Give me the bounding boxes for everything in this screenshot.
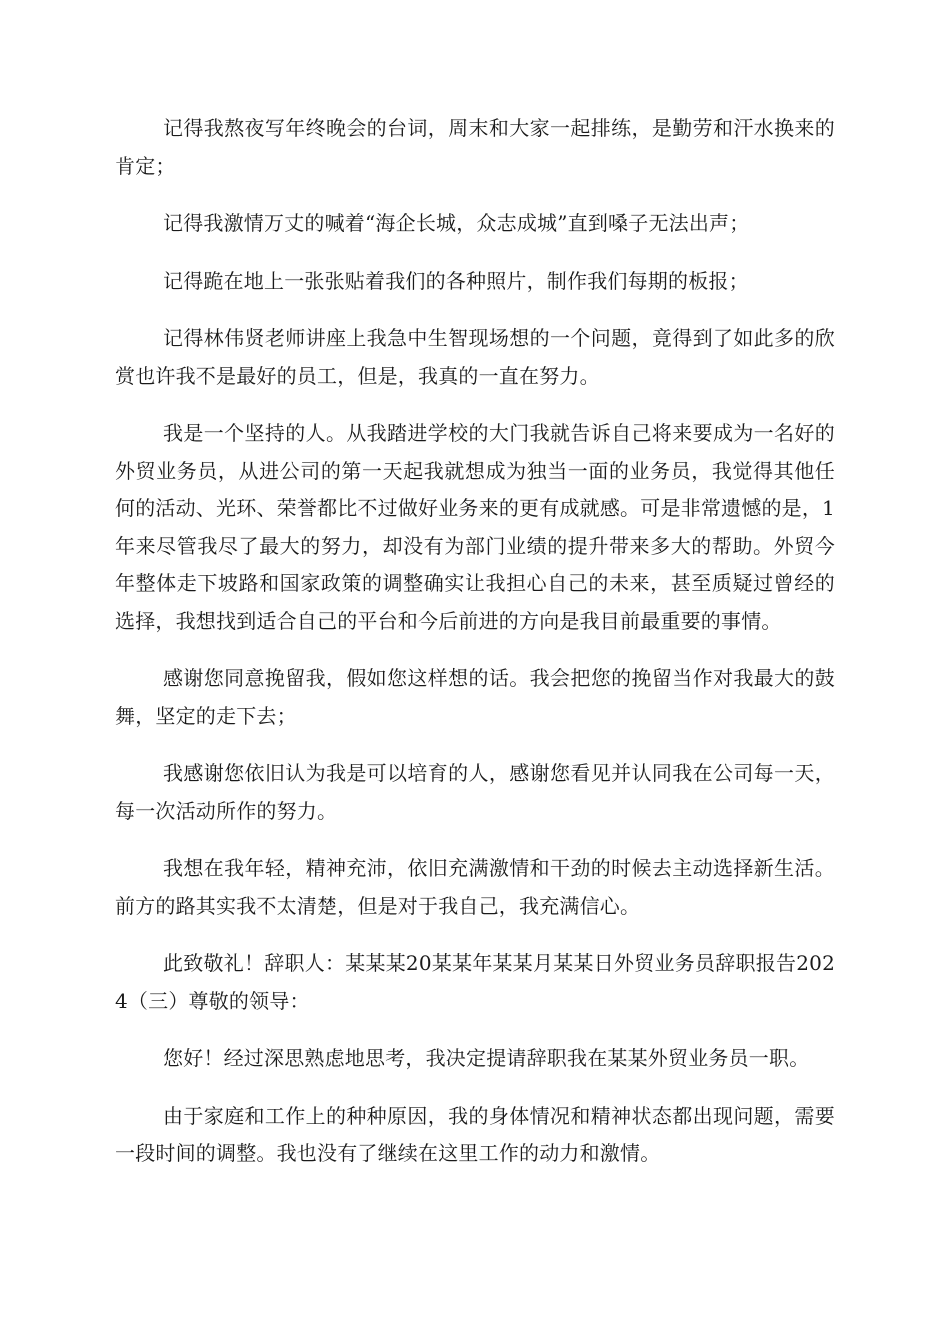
document-body	[115, 110, 835, 1193]
paragraph-2: 记得我激情万丈的喊着“海企长城，众志成城”直到嗓子无法出声；	[163, 211, 750, 235]
paragraph-9: 此致敬礼！辞职人：某某某20某某年某某月某某日外贸业务员辞职报告2024（三）尊敬的领导：	[115, 951, 835, 1013]
paragraph-10: 您好！经过深思熟虑地思考，我决定提请辞职我在某某外贸业务员一职。	[163, 1046, 810, 1070]
paragraph-8: 我想在我年轻，精神充沛，依旧充满激情和干劲的时候去主动选择新生活。前方的路其实我不太清楚，但是对于我自己，我充满信心。	[115, 856, 835, 918]
paragraph-6: 感谢您同意挽留我，假如您这样想的话。我会把您的挽留当作对我最大的鼓舞，坚定的走下去；	[115, 666, 835, 728]
paragraph-11: 由于家庭和工作上的种种原因，我的身体情况和精神状态都出现问题，需要一段时间的调整。我也没有了继续在这里工作的动力和激情。	[115, 1103, 835, 1165]
paragraph-7: 我感谢您依旧认为我是可以培育的人，感谢您看见并认同我在公司每一天，每一次活动所作的努力。	[115, 761, 835, 823]
paragraph-1: 记得我熬夜写年终晚会的台词，周末和大家一起排练，是勤劳和汗水换来的肯定；	[115, 116, 835, 178]
paragraph-5: 我是一个坚持的人。从我踏进学校的大门我就告诉自己将来要成为一名好的外贸业务员，从进公司的第一天起我就想成为独当一面的业务员，我觉得其他任何的活动、光环、荣誉都比不过做好业务来的更有成就感。可是非常遗憾的是，1年来尽管我尽了最大的努力，却没有为部门业绩的提升带来多大的帮助。外贸今年整体走下坡路和国家政策的调整确实让我担心自己的未来，甚至质疑过曾经的选择，我想找到适合自己的平台和今后前进的方向是我目前最重要的事情。	[115, 421, 835, 633]
paragraph-4: 记得林伟贤老师讲座上我急中生智现场想的一个问题，竟得到了如此多的欣赏也许我不是最好的员工，但是，我真的一直在努力。	[115, 326, 835, 388]
paragraph-3: 记得跪在地上一张张贴着我们的各种照片，制作我们每期的板报；	[163, 268, 749, 293]
